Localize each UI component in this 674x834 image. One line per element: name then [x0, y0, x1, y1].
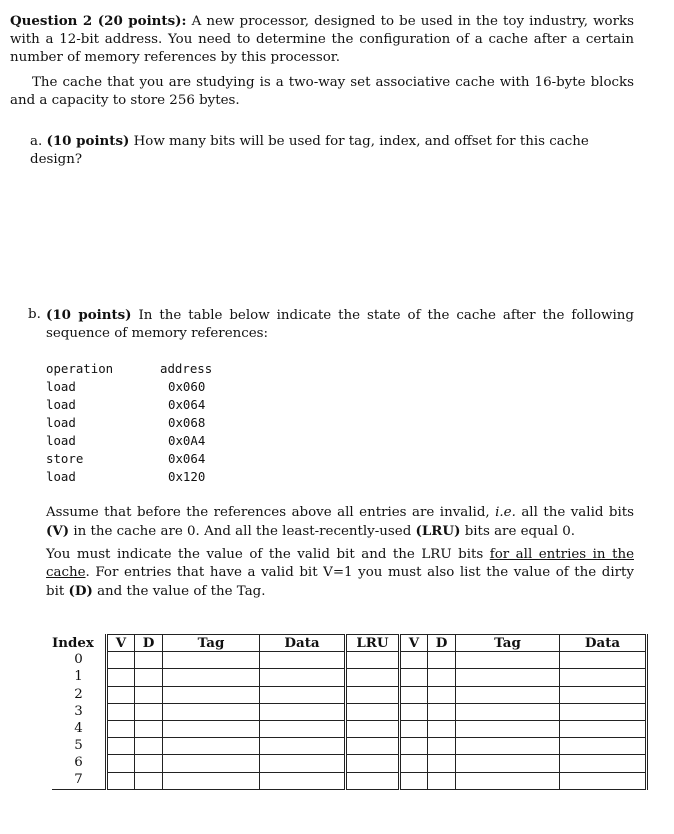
valid-cell[interactable]: [107, 669, 135, 686]
tag-cell[interactable]: [456, 755, 560, 772]
instruction-text: and the value of the Tag.: [97, 584, 266, 600]
valid-cell[interactable]: [400, 755, 428, 772]
lru-cell[interactable]: [346, 686, 400, 703]
data-header: Data: [260, 635, 346, 652]
instruction-underlined: for all entries in the cache: [46, 547, 634, 581]
part-a: [30, 132, 634, 169]
dirty-cell[interactable]: [428, 703, 456, 720]
data-header: Data: [560, 635, 647, 652]
tag-cell[interactable]: [163, 652, 260, 669]
lru-cell[interactable]: [346, 652, 400, 669]
reference-address: 0x060: [168, 379, 206, 394]
table-row: [52, 738, 647, 755]
cache-state-table: [52, 634, 648, 790]
part-b: [28, 306, 634, 343]
valid-cell[interactable]: [400, 652, 428, 669]
reference-row: [46, 432, 246, 450]
reference-address: 0x068: [168, 415, 206, 430]
lru-cell[interactable]: [346, 738, 400, 755]
dirty-cell[interactable]: [428, 755, 456, 772]
index-header: Index: [52, 635, 94, 652]
tag-cell[interactable]: [163, 669, 260, 686]
valid-cell[interactable]: [400, 772, 428, 789]
assumption-paragraph: [46, 504, 634, 541]
dirty-cell[interactable]: [135, 772, 163, 789]
table-row: [52, 686, 647, 703]
reference-row: [46, 396, 246, 414]
assume-text: Assume that before the references above all entries are invalid,: [46, 505, 490, 520]
tag-cell[interactable]: [456, 720, 560, 737]
table-header-row: [52, 635, 647, 652]
data-cell[interactable]: [560, 772, 647, 789]
dirty-cell[interactable]: [135, 703, 163, 720]
lru-cell[interactable]: [346, 720, 400, 737]
data-cell[interactable]: [560, 755, 647, 772]
part-b-prompt: [46, 306, 634, 343]
dirty-cell[interactable]: [428, 772, 456, 789]
tag-cell[interactable]: [163, 686, 260, 703]
assume-v: (V): [46, 523, 70, 540]
reference-address: 0x0A4: [168, 433, 206, 448]
data-cell[interactable]: [560, 703, 647, 720]
part-a-label: a.: [30, 134, 43, 149]
reference-operation: load: [46, 379, 76, 394]
table-row: [52, 669, 647, 686]
tag-header: Tag: [163, 635, 260, 652]
valid-header: V: [107, 635, 135, 652]
data-cell[interactable]: [560, 720, 647, 737]
lru-cell[interactable]: [346, 755, 400, 772]
dirty-cell[interactable]: [428, 720, 456, 737]
assume-ie: i.e.: [495, 505, 516, 520]
assume-text: bits are equal 0.: [464, 524, 576, 540]
question-intro-text: A new processor, designed to be used in the toy industry, works with a 12-bit address. You need to determine the configuration of a cache after a certain number of memory references by this processor.: [10, 14, 634, 66]
part-a-text: How many bits will be used for tag, index, and offset for this cache design?: [30, 134, 589, 168]
operation-header: operation: [46, 361, 114, 376]
memory-reference-list: [46, 360, 246, 486]
reference-address: 0x064: [168, 397, 206, 412]
dirty-cell[interactable]: [428, 669, 456, 686]
dirty-cell[interactable]: [428, 652, 456, 669]
address-header: address: [160, 361, 213, 376]
tag-cell[interactable]: [456, 686, 560, 703]
valid-header: V: [400, 635, 428, 652]
valid-cell[interactable]: [107, 652, 135, 669]
reference-header-row: [46, 360, 246, 378]
data-cell[interactable]: [560, 738, 647, 755]
assume-lru: (LRU): [415, 523, 461, 540]
reference-operation: load: [46, 397, 76, 412]
instruction-d: (D): [68, 583, 93, 600]
valid-cell[interactable]: [107, 686, 135, 703]
tag-cell[interactable]: [456, 703, 560, 720]
data-cell[interactable]: [260, 738, 346, 755]
instruction-text: You must indicate the value of the valid bit and the LRU bits: [46, 547, 484, 562]
data-cell[interactable]: [260, 755, 346, 772]
index-cell: 6: [74, 755, 83, 771]
reference-row: [46, 450, 246, 468]
instruction-paragraph: [46, 546, 634, 602]
valid-cell[interactable]: [107, 772, 135, 789]
dirty-cell[interactable]: [428, 686, 456, 703]
reference-address: 0x064: [168, 451, 206, 466]
data-cell[interactable]: [560, 686, 647, 703]
valid-cell[interactable]: [107, 755, 135, 772]
reference-row: [46, 468, 246, 486]
reference-operation: store: [46, 451, 84, 466]
reference-row: [46, 414, 246, 432]
data-cell[interactable]: [260, 669, 346, 686]
table-row: [52, 720, 647, 737]
valid-cell[interactable]: [400, 669, 428, 686]
question-intro: [10, 12, 634, 68]
dirty-cell[interactable]: [135, 669, 163, 686]
tag-cell[interactable]: [456, 738, 560, 755]
index-cell: 1: [74, 669, 83, 685]
part-a-points: (10 points): [46, 133, 130, 149]
lru-header: LRU: [346, 635, 400, 652]
table-row: [52, 755, 647, 772]
part-b-points: (10 points): [46, 307, 132, 323]
lru-cell[interactable]: [346, 703, 400, 720]
table-row: [52, 652, 647, 669]
index-cell: 0: [74, 652, 83, 668]
index-cell: 5: [74, 738, 83, 754]
valid-cell[interactable]: [400, 720, 428, 737]
index-cell: 4: [74, 721, 83, 737]
data-cell[interactable]: [560, 652, 647, 669]
lru-cell[interactable]: [346, 669, 400, 686]
instruction-text: . For entries that have a valid bit V=1 you must also list the value of the dirty bit: [46, 565, 634, 600]
dirty-cell[interactable]: [428, 738, 456, 755]
dirty-cell[interactable]: [135, 686, 163, 703]
valid-cell[interactable]: [107, 738, 135, 755]
data-cell[interactable]: [260, 652, 346, 669]
tag-cell[interactable]: [163, 703, 260, 720]
reference-operation: load: [46, 415, 76, 430]
dirty-header: D: [135, 635, 163, 652]
question-heading: Question 2 (20 points):: [10, 13, 187, 29]
lru-cell[interactable]: [346, 772, 400, 789]
index-cell: 2: [74, 686, 83, 702]
dirty-cell[interactable]: [135, 652, 163, 669]
tag-cell[interactable]: [163, 755, 260, 772]
data-cell[interactable]: [560, 669, 647, 686]
data-cell[interactable]: [260, 686, 346, 703]
tag-cell[interactable]: [163, 720, 260, 737]
valid-cell[interactable]: [400, 738, 428, 755]
tag-header: Tag: [456, 635, 560, 652]
reference-operation: load: [46, 469, 76, 484]
table-row: [52, 703, 647, 720]
tag-cell[interactable]: [456, 669, 560, 686]
data-cell[interactable]: [260, 703, 346, 720]
dirty-cell[interactable]: [135, 755, 163, 772]
tag-cell[interactable]: [163, 772, 260, 789]
assume-text: all the valid bits: [521, 505, 634, 520]
dirty-cell[interactable]: [135, 738, 163, 755]
tag-cell[interactable]: [456, 652, 560, 669]
part-b-text: In the table below indicate the state of the cache after the following sequence of memory references:: [46, 308, 634, 342]
assume-text: in the cache are 0. And all the least-recently-used: [73, 524, 412, 540]
reference-row: [46, 378, 246, 396]
reference-address: 0x120: [168, 469, 206, 484]
index-cell: 3: [74, 703, 83, 719]
part-b-label: b.: [28, 307, 41, 322]
data-cell[interactable]: [260, 772, 346, 789]
table-row: [52, 772, 647, 789]
tag-cell[interactable]: [456, 772, 560, 789]
index-cell: 7: [52, 772, 107, 789]
dirty-cell[interactable]: [135, 720, 163, 737]
data-cell[interactable]: [260, 720, 346, 737]
tag-cell[interactable]: [163, 738, 260, 755]
valid-cell[interactable]: [107, 703, 135, 720]
cache-description: The cache that you are studying is a two-way set associative cache with 16-byte blocks and a capacity to store 256 bytes.: [10, 75, 634, 109]
dirty-header: D: [428, 635, 456, 652]
valid-cell[interactable]: [400, 686, 428, 703]
valid-cell[interactable]: [107, 720, 135, 737]
valid-cell[interactable]: [400, 703, 428, 720]
reference-operation: load: [46, 433, 76, 448]
